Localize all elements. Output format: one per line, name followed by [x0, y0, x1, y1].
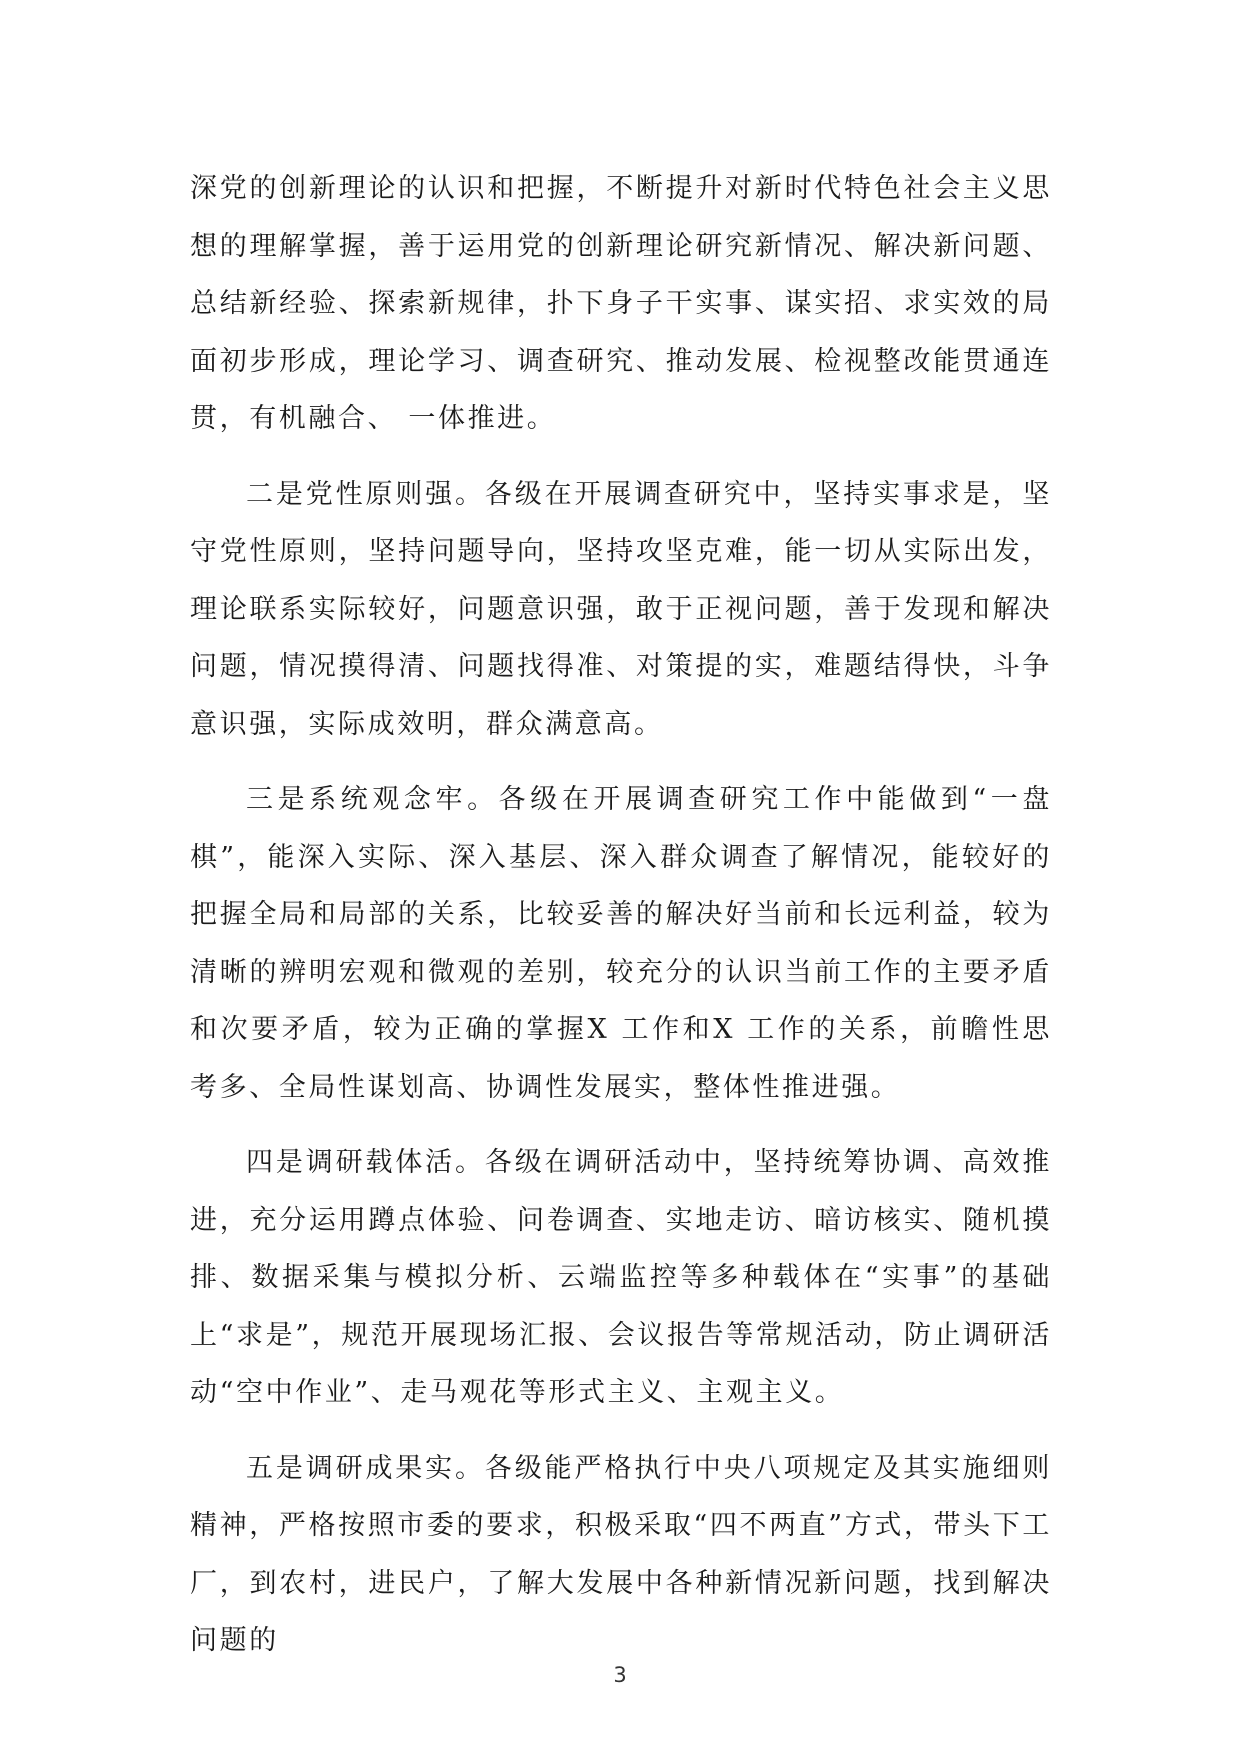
paragraph-continuation: 深党的创新理论的认识和把握，不断提升对新时代特色社会主义思想的理解掌握，善于运用党的创新理论研究新情况、解决新问题、总结新经验、探索新规律，扑下身子干实事、谋实招、求实效的局面初步形成，理论学习、调查研究、推动发展、检视整改能贯通连贯，有机融合、 一体推进。 [190, 173, 1052, 434]
paragraph-research-results: 五是调研成果实。各级能严格执行中央八项规定及其实施细则精神，严格按照市委的要求，积极采取“四不两直”方式，带头下工厂，到农村，进民户，了解大发展中各种新情况新问题，找到解决问题的 [190, 1452, 1052, 1656]
document-body [190, 160, 1052, 1688]
paragraph-system-concept: 三是系统观念牢。各级在开展调查研究工作中能做到“一盘棋”，能深入实际、深入基层、深入群众调查了解情况，能较好的把握全局和局部的关系，比较妥善的解决好当前和长远利益，较为清晰的辨明宏观和微观的差别，较充分的认识当前工作的主要矛盾和次要矛盾，较为正确的掌握X 工作和X 工作的关系，前瞻性思考多、全局性谋划高、协调性发展实，整体性推进强。 [190, 784, 1052, 1103]
page-number: 3 [613, 1663, 627, 1687]
paragraph-party-principle: 二是党性原则强。各级在开展调查研究中，坚持实事求是，坚守党性原则，坚持问题导向，坚持攻坚克难，能一切从实际出发，理论联系实际较好，问题意识强，敢于正视问题，善于发现和解决问题，情况摸得清、问题找得准、对策提的实，难题结得快，斗争意识强，实际成效明，群众满意高。 [190, 478, 1052, 740]
paragraph-research-carrier: 四是调研载体活。各级在调研活动中，坚持统筹协调、高效推进，充分运用蹲点体验、问卷调查、实地走访、暗访核实、随机摸排、数据采集与模拟分析、云端监控等多种载体在“实事”的基础上“求是”，规范开展现场汇报、会议报告等常规活动，防止调研活动“空中作业”、走马观花等形式主义、主观主义。 [190, 1147, 1052, 1408]
